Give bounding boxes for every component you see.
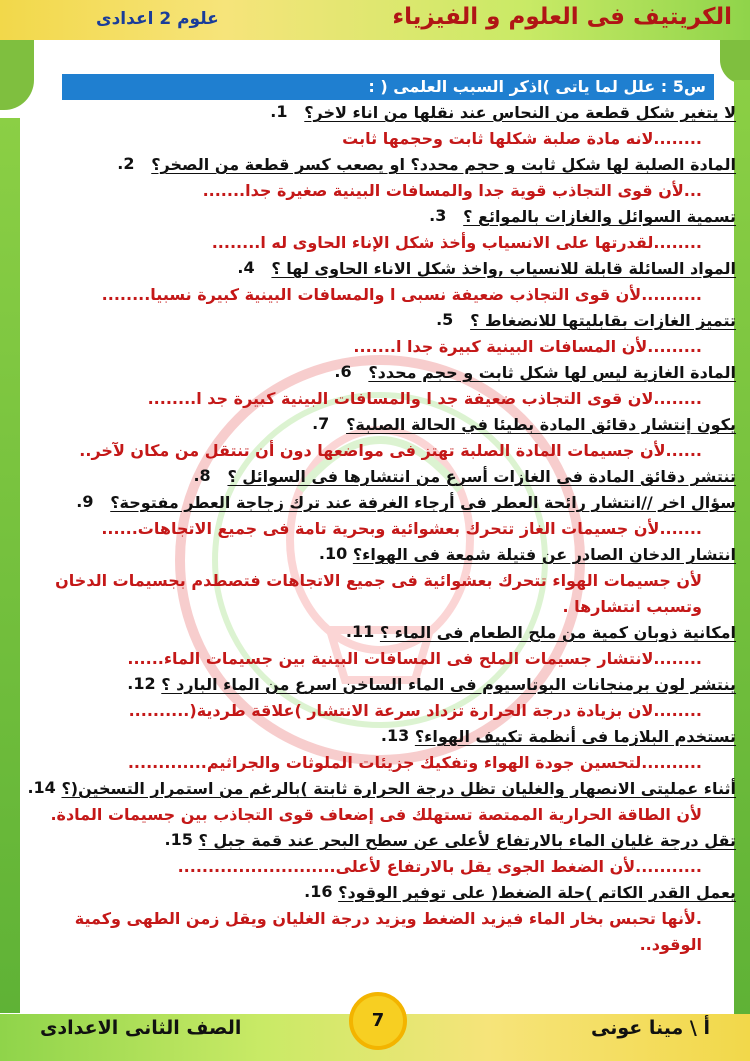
question-row	[24, 776, 736, 802]
question-number: .13	[380, 726, 410, 745]
question-text: ينتشر لون برمنجانات البوتاسيوم فى الماء الساخن اسرع من الماء البارد ؟	[161, 675, 736, 694]
question-text: سؤال اخر //انتشار رائحة العطر فى أرجاء الغرفة عند ترك زجاجة العطر مفتوحة؟	[110, 493, 736, 512]
question-row	[24, 724, 736, 750]
answer-text: ..........لتحسين جودة الهواء وتفكيك جزيئات الملوثات والجراثيم.............	[127, 753, 702, 772]
question-row	[24, 672, 736, 698]
question-text: تستخدم البلازما فى أنظمة تكييف الهواء؟	[414, 727, 736, 746]
question-text: تنتشر دقائق المادة فى الغازات أسرع من انتشارها فى السوائل ؟	[227, 467, 736, 486]
question-number: .1	[270, 102, 288, 121]
answer-text: ........لان بزيادة درجة الحرارة تزداد سرعة الانتشار )علاقة طردية(..........	[128, 701, 702, 720]
question-text: يعمل القدر الكاتم )حلة الضغط( على توفير الوقود؟	[338, 883, 736, 902]
answer-text: .........لأن المسافات البينية كبيرة جدا ا.......	[353, 337, 702, 356]
question-text: انتشار الدخان الصادر عن فتيلة شمعة فى الهواء؟	[352, 545, 736, 564]
answer-text: ........لانه مادة صلبة شكلها ثابت وحجمها ثابت	[342, 129, 702, 148]
question-number: .15	[164, 830, 193, 849]
question-text: المادة الغازية ليس لها شكل ثابت و حجم محدد؟	[368, 363, 736, 382]
grade-label: الصف الثانى الاعدادى	[40, 1017, 242, 1039]
answer-text: .لأنها تحبس بخار الماء فيزيد الضغط ويزيد درجة الغليان ويقل زمن الطهى وكمية الوقود..	[74, 909, 702, 954]
question-row	[24, 360, 736, 386]
question-number: .5	[436, 310, 454, 329]
question-number: .12	[127, 674, 156, 693]
teacher-name: أ \ مينا عونى	[591, 1017, 710, 1039]
question-number: .9	[76, 492, 94, 511]
answer-text: ...لأن قوى التجاذب قوية جدا والمسافات البينية صغيرة جدا.......	[202, 181, 702, 200]
question-row	[24, 412, 736, 438]
question-number: .7	[312, 414, 330, 433]
question-number: .8	[193, 466, 211, 485]
section-header: س5 : علل لما ياتى )اذكر السبب العلمى ( :	[62, 74, 714, 100]
question-number: .10	[318, 544, 348, 563]
answer-text: ...........لأن الضغط الجوى يقل بالارتفاع لأعلى..........................	[177, 857, 702, 876]
right-border-strip	[734, 80, 750, 1015]
question-number: .16	[304, 882, 333, 901]
question-row	[24, 828, 736, 854]
question-number: .2	[117, 154, 135, 173]
question-text: المادة الصلبة لها شكل ثابت و حجم محدد؟ او يصعب كسر قطعة من الصخر؟	[151, 155, 736, 174]
corner-decoration-right	[720, 40, 750, 84]
question-text: تقل درجة غليان الماء بالارتفاع لأعلى عن سطح البحر عند قمة جبل ؟	[198, 831, 736, 850]
question-number: .14	[27, 778, 56, 797]
question-row	[24, 880, 736, 906]
question-row	[24, 490, 736, 516]
question-row	[24, 100, 736, 126]
answer-text: لأن الطاقة الحرارية الممتصة تستهلك فى إضعاف قوى التجاذب بين جسيمات المادة.	[50, 805, 702, 824]
question-number: .11	[345, 622, 375, 641]
answer-text: لأن جسيمات الهواء تتحرك بعشوائية فى جميع الاتجاهات فتصطدم بجسيمات الدخان وتسبب انتشارها .	[55, 571, 702, 616]
question-row	[24, 308, 736, 334]
answer-text: ........لان قوى التجاذب ضعيفة جد ا والمسافات البينية كبيرة جد ا........	[147, 389, 702, 408]
question-text: تتميز الغازات بقابليتها للانضغاط ؟	[470, 311, 736, 330]
answer-text: .......لأن جسيمات الغاز تتحرك بعشوائية وبحرية تامة فى جميع الاتجاهات......	[101, 519, 702, 538]
question-row	[24, 464, 736, 490]
question-text: يكون إنتشار دقائق المادة بطيئا في الحالة الصلبة؟	[346, 415, 736, 434]
question-row	[24, 256, 736, 282]
question-text: المواد السائلة قابلة للانسياب ,واخذ شكل الاناء الحاوى لها ؟	[271, 259, 736, 278]
question-number: .4	[237, 258, 255, 277]
question-text: أثناء عمليتى الانصهار والغليان تظل درجة الحرارة ثابتة )بالرغم من استمرار التسخين(؟	[61, 779, 736, 798]
subject-label: علوم 2 اعدادى	[96, 9, 219, 29]
questions-list	[24, 100, 736, 958]
answer-text: ........لانتشار جسيمات الملح فى المسافات البينية بين جسيمات الماء......	[127, 649, 702, 668]
answer-text: ......لأن جسيمات المادة الصلبة تهتز فى مواضعها دون أن تنتقل من مكان لآخر..	[79, 441, 702, 460]
question-row	[24, 620, 736, 646]
left-border-strip	[0, 118, 20, 1013]
question-number: .6	[334, 362, 352, 381]
page-number: 7	[349, 992, 407, 1050]
answer-text: ........لقدرتها على الانسياب وأخذ شكل الإناء الحاوى له ا........	[211, 233, 702, 252]
question-number: .3	[429, 206, 447, 225]
question-text: امكانية ذوبان كمية من ملح الطعام فى الماء ؟	[379, 623, 736, 642]
question-text: لا يتغير شكل قطعة من النحاس عند نقلها من اناء لاخر؟	[304, 103, 736, 122]
question-text: تسمية السوائل والغازات بالموائع ؟	[463, 207, 736, 226]
question-row	[24, 152, 736, 178]
answer-text: ..........لأن قوى التجاذب ضعيفة نسبى ا والمسافات البينية كبيرة نسبيا........	[101, 285, 702, 304]
question-row	[24, 204, 736, 230]
question-row	[24, 542, 736, 568]
page-title: الكريتيف فى العلوم و الفيزياء	[392, 4, 732, 30]
